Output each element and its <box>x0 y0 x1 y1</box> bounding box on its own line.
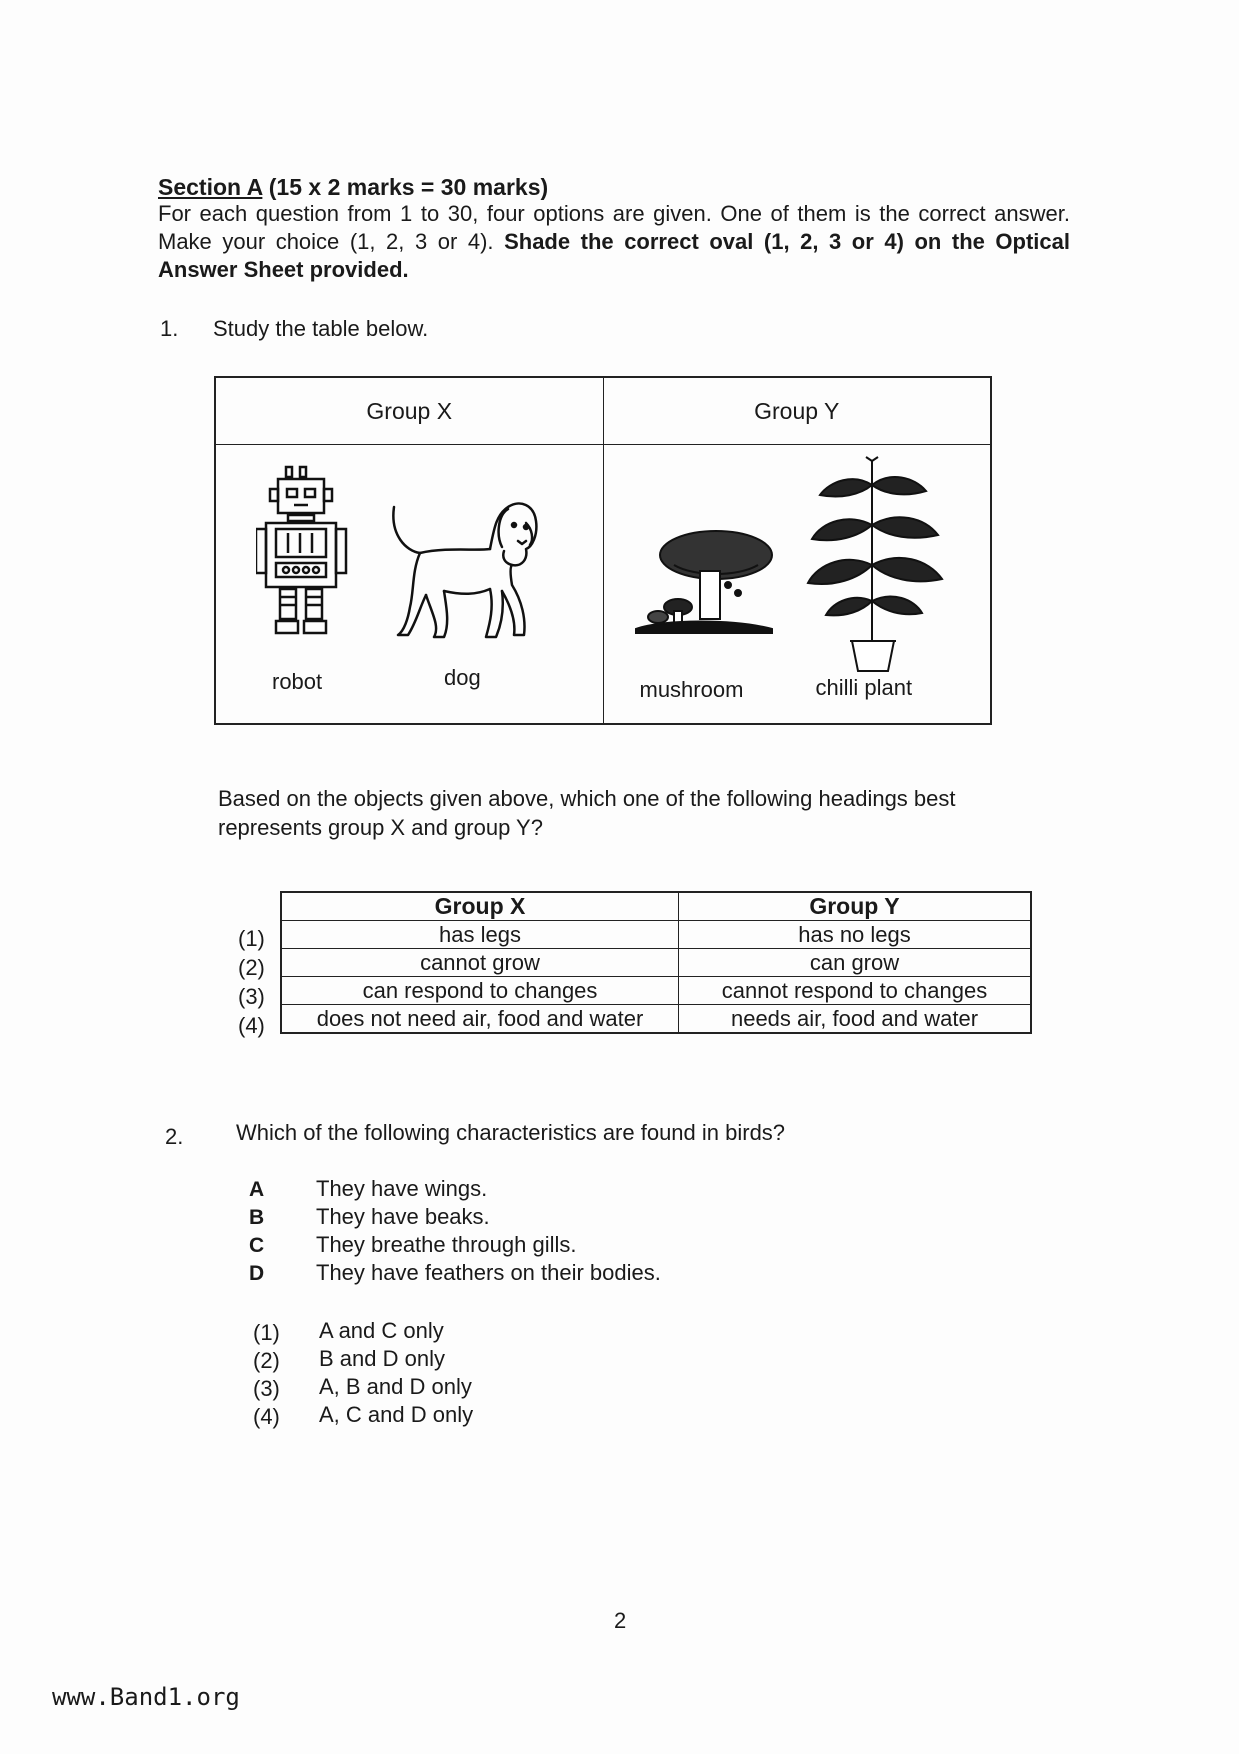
option-2-group-y: can grow <box>679 949 1032 977</box>
q1-option-number: (1) <box>238 926 265 951</box>
section-marks: (15 x 2 marks = 30 marks) <box>268 174 549 200</box>
option-4-group-x: does not need air, food and water <box>281 1005 679 1034</box>
robot-illustration <box>256 465 348 645</box>
instructions-bold: Shade the correct oval (1, 2, 3 or 4) on the Optical Answer Sheet provided. <box>158 229 1071 282</box>
option-2-group-x: cannot grow <box>281 949 679 977</box>
q1-number: 1. <box>160 316 179 341</box>
group-x-cell <box>215 445 603 725</box>
caption-robot: robot <box>272 669 323 694</box>
statement-text: They have feathers on their bodies. <box>316 1260 661 1285</box>
statement-letter: C <box>249 1234 265 1257</box>
instructions-plain: For each question from 1 to 30, four options are given. One of them is the correct answer. Make your choice (1, 2, 3 or 4). <box>158 201 1070 254</box>
option-3-group-x: can respond to changes <box>281 977 679 1005</box>
statement-letter: B <box>249 1206 265 1229</box>
section-heading <box>158 174 548 201</box>
q2-number: 2. <box>165 1124 184 1149</box>
section-title: Section A <box>158 174 263 200</box>
table-row <box>281 921 1031 949</box>
option-3-group-y: cannot respond to changes <box>679 977 1032 1005</box>
statement-text: They have beaks. <box>316 1204 490 1229</box>
table-row <box>281 977 1031 1005</box>
statement-text: They breathe through gills. <box>316 1232 577 1257</box>
q2-option-number: (1) <box>253 1320 280 1345</box>
statement-text: They have wings. <box>316 1176 488 1201</box>
caption-dog: dog <box>444 665 481 690</box>
q2-prompt: Which of the following characteristics are found in birds? <box>236 1120 786 1145</box>
q2-option-number: (4) <box>253 1404 280 1429</box>
q2-option-text: A, C and D only <box>319 1402 474 1427</box>
q1-option-number: (2) <box>238 955 265 980</box>
option-1-group-x: has legs <box>281 921 679 949</box>
dog-illustration <box>386 495 546 645</box>
statement-letter: A <box>249 1178 265 1201</box>
footer-url[interactable]: www.Band1.org <box>52 1683 240 1711</box>
q2-option-text: A, B and D only <box>319 1374 472 1399</box>
q1-question: Based on the objects given above, which one of the following headings best represents group X and group Y? <box>218 786 956 840</box>
q1-option-number: (4) <box>238 1013 265 1038</box>
caption-chilli-plant: chilli plant <box>815 675 913 700</box>
group-y-header: Group Y <box>603 377 991 445</box>
q1-option-number: (3) <box>238 984 265 1009</box>
option-1-group-y: has no legs <box>679 921 1032 949</box>
q2-option-text: B and D only <box>319 1346 445 1371</box>
options-header-group-x: Group X <box>281 892 679 921</box>
mushroom-illustration <box>634 525 774 635</box>
q1-prompt: Study the table below. <box>213 316 429 341</box>
q2-option-text: A and C only <box>319 1318 444 1343</box>
q2-option-number: (3) <box>253 1376 280 1401</box>
group-x-header: Group X <box>215 377 603 445</box>
q2-option-number: (2) <box>253 1348 280 1373</box>
instructions <box>158 200 1070 284</box>
table-row <box>281 949 1031 977</box>
q1-picture-table <box>214 376 992 725</box>
page-number: 2 <box>614 1608 627 1633</box>
chilli-plant-illustration <box>800 455 950 675</box>
table-row <box>281 1005 1031 1034</box>
caption-mushroom: mushroom <box>639 677 744 702</box>
statement-letter: D <box>249 1262 265 1285</box>
q1-options-table <box>280 891 1032 1034</box>
option-4-group-y: needs air, food and water <box>679 1005 1032 1034</box>
options-header-group-y: Group Y <box>679 892 1032 921</box>
group-y-cell <box>603 445 991 725</box>
